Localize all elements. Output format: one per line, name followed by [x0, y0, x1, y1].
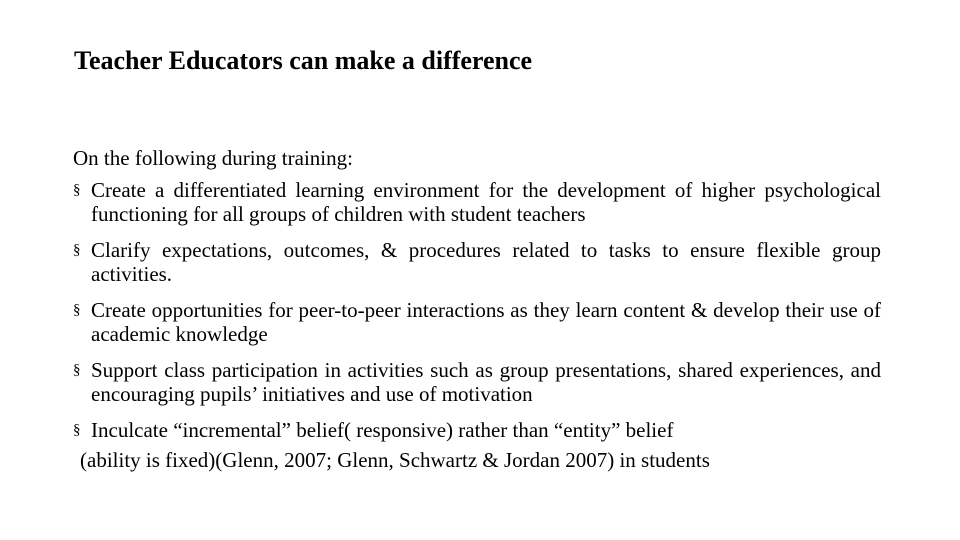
- slide-body: [73, 146, 881, 472]
- bullet-item: [73, 178, 881, 226]
- bullet-item: [73, 298, 881, 346]
- section-bullet-icon: §: [73, 302, 81, 318]
- bullet-item: [73, 418, 881, 442]
- bullet-text: Create opportunities for peer-to-peer interactions as they learn content & develop their use of academic knowledge: [91, 298, 881, 346]
- bullet-text: Support class participation in activities such as group presentations, shared experiences, and encouraging pupils’ initiatives and use of motivation: [91, 358, 881, 406]
- section-bullet-icon: §: [73, 362, 81, 378]
- bullet-text: Inculcate “incremental” belief( responsive) rather than “entity” belief: [91, 418, 674, 442]
- bullet-item: [73, 238, 881, 286]
- slide-title: Teacher Educators can make a difference: [74, 46, 533, 75]
- section-bullet-icon: §: [73, 242, 81, 258]
- bullet-text: Clarify expectations, outcomes, & procedures related to tasks to ensure flexible group activities.: [91, 238, 881, 286]
- section-bullet-icon: §: [73, 422, 81, 438]
- bullet-list: [73, 178, 881, 442]
- section-bullet-icon: §: [73, 182, 81, 198]
- closing-text: (ability is fixed)(Glenn, 2007; Glenn, Schwartz & Jordan 2007) in students: [80, 448, 710, 472]
- bullet-text: Create a differentiated learning environment for the development of higher psychological functioning for all groups of children with student teachers: [91, 178, 881, 226]
- intro-text: On the following during training:: [73, 146, 353, 170]
- bullet-item: [73, 358, 881, 406]
